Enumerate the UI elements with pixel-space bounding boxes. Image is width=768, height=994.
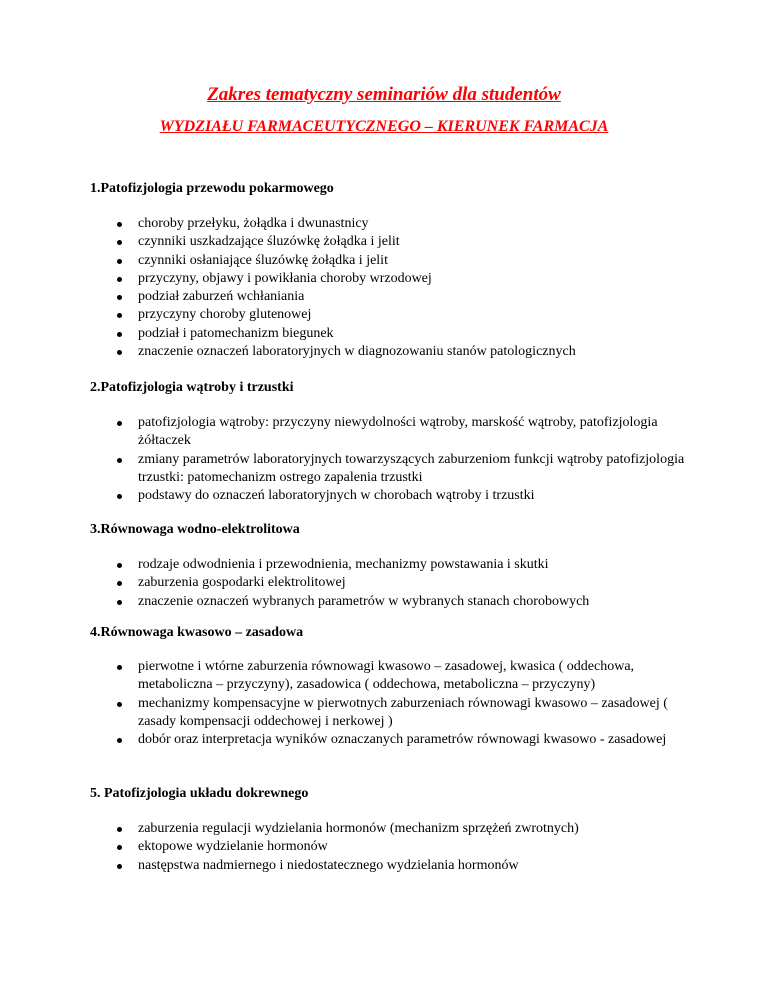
list-item: pierwotne i wtórne zaburzenia równowagi kwasowo – zasadowej, kwasica ( oddechowa, metaboliczna – przyczyny), zasadowica ( oddechowa, metaboliczna – przyczyny) bbox=[90, 658, 690, 695]
list-item: ektopowe wydzielanie hormonów bbox=[90, 838, 690, 856]
list-item: dobór oraz interpretacja wyników oznaczanych parametrów równowagi kwasowo - zasadowej bbox=[90, 731, 690, 749]
list-item: czynniki uszkadzające śluzówkę żołądka i jelit bbox=[90, 233, 690, 251]
topic-list bbox=[90, 414, 690, 505]
document-title: Zakres tematyczny seminariów dla studentów bbox=[207, 84, 561, 105]
list-item: mechanizmy kompensacyjne w pierwotnych zaburzeniach równowagi kwasowo – zasadowej ( zasady kompensacji oddechowej i nerkowej ) bbox=[90, 695, 690, 732]
list-item: czynniki osłaniające śluzówkę żołądka i jelit bbox=[90, 252, 690, 270]
list-item: następstwa nadmiernego i niedostatecznego wydzielania hormonów bbox=[90, 857, 690, 875]
list-item: podział i patomechanizm biegunek bbox=[90, 325, 690, 343]
topic-list bbox=[90, 215, 690, 361]
section-liver-pancreas bbox=[90, 379, 690, 505]
list-item: przyczyny, objawy i powikłania choroby wrzodowej bbox=[90, 270, 690, 288]
section-acid-base bbox=[90, 624, 690, 749]
list-item: rodzaje odwodnienia i przewodnienia, mechanizmy powstawania i skutki bbox=[90, 556, 690, 574]
section-heading: 5. Patofizjologia układu dokrewnego bbox=[90, 786, 309, 801]
list-item: podstawy do oznaczeń laboratoryjnych w chorobach wątroby i trzustki bbox=[90, 487, 690, 505]
list-item: patofizjologia wątroby: przyczyny niewydolności wątroby, marskość wątroby, patofizjologia żółtaczek bbox=[90, 414, 690, 451]
section-water-electrolyte bbox=[90, 521, 690, 611]
topic-list bbox=[90, 658, 690, 749]
list-item: zaburzenia gospodarki elektrolitowej bbox=[90, 574, 690, 592]
list-item: zaburzenia regulacji wydzielania hormonów (mechanizm sprzężeń zwrotnych) bbox=[90, 820, 690, 838]
list-item: zmiany parametrów laboratoryjnych towarzyszących zaburzeniom funkcji wątroby patofizjologia trzustki: patomechanizm ostrego zapalenia trzustki bbox=[90, 451, 690, 488]
section-heading: 3.Równowaga wodno-elektrolitowa bbox=[90, 522, 300, 537]
topic-list bbox=[90, 556, 690, 611]
list-item: znaczenie oznaczeń wybranych parametrów w wybranych stanach chorobowych bbox=[90, 593, 690, 611]
section-heading: 2.Patofizjologia wątroby i trzustki bbox=[90, 380, 294, 395]
topic-list bbox=[90, 820, 690, 875]
document-subtitle: WYDZIAŁU FARMACEUTYCZNEGO – KIERUNEK FARMACJA bbox=[159, 118, 609, 135]
section-endocrine bbox=[90, 785, 690, 875]
section-gastrointestinal bbox=[90, 180, 690, 361]
section-heading: 1.Patofizjologia przewodu pokarmowego bbox=[90, 181, 334, 196]
section-heading: 4.Równowaga kwasowo – zasadowa bbox=[90, 625, 304, 640]
list-item: znaczenie oznaczeń laboratoryjnych w diagnozowaniu stanów patologicznych bbox=[90, 343, 690, 361]
list-item: przyczyny choroby glutenowej bbox=[90, 306, 690, 324]
list-item: choroby przełyku, żołądka i dwunastnicy bbox=[90, 215, 690, 233]
list-item: podział zaburzeń wchłaniania bbox=[90, 288, 690, 306]
